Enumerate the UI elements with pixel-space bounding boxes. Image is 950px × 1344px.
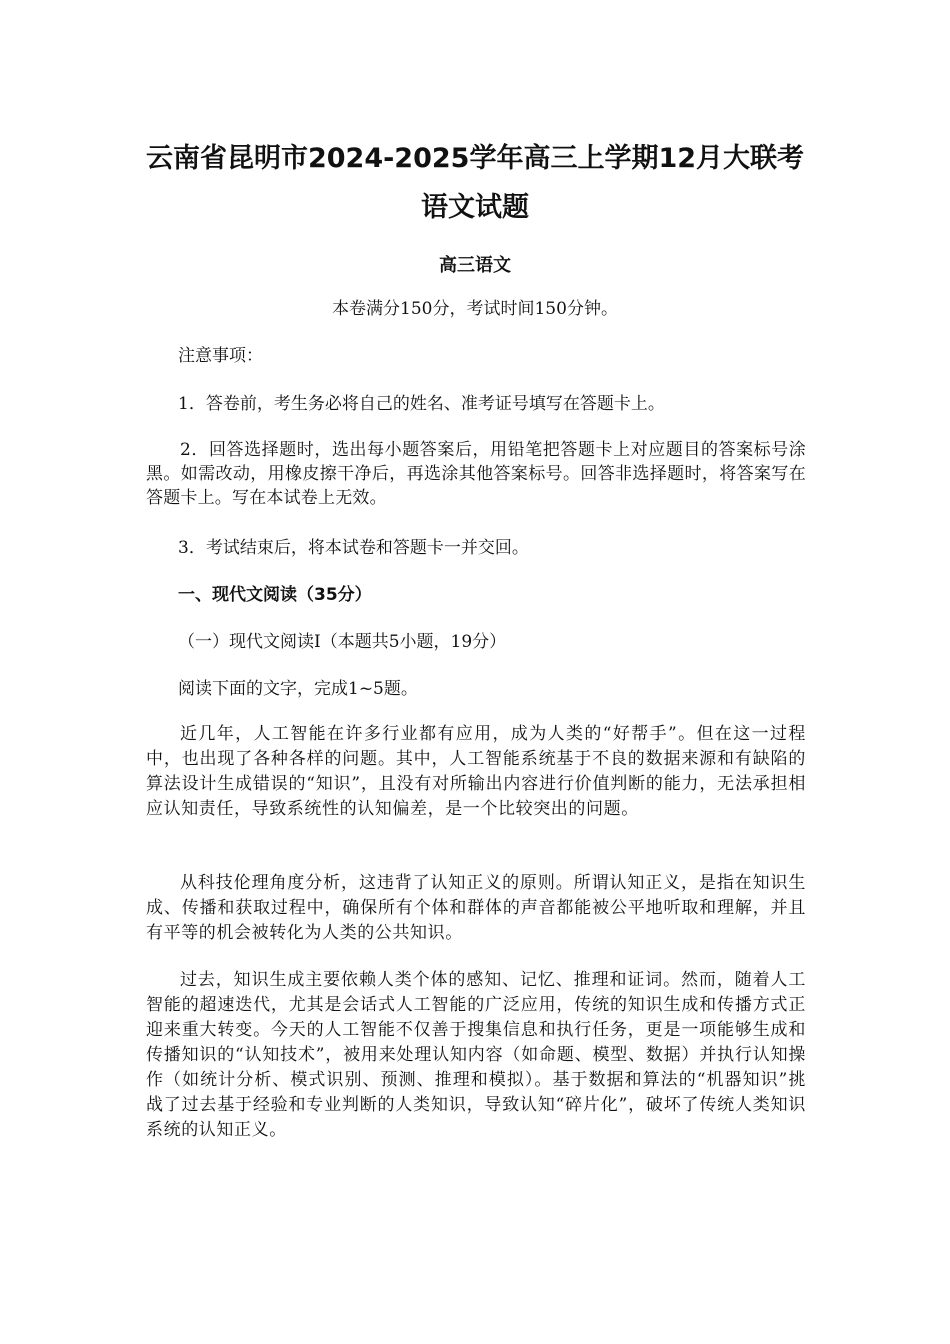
notice-item-1: 1．答卷前，考生务必将自己的姓名、准考证号填写在答题卡上。 — [178, 394, 665, 414]
document-title: 云南省昆明市2024-2025学年高三上学期12月大联考 — [145, 143, 805, 174]
passage-paragraph-2: 从科技伦理角度分析，这违背了认知正义的原则。所谓认知正义，是指在知识生成、传播和获取过程中，确保所有个体和群体的声音都能被公平地听取和理解，并且有平等的机会被转化为人类的公共知识。 — [146, 873, 806, 943]
document-title-line2: 语文试题 — [421, 192, 529, 223]
notice-heading: 注意事项： — [178, 346, 263, 366]
notice-item-2: 2．回答选择题时，选出每小题答案后，用铅笔把答题卡上对应题目的答案标号涂黑。如需改动，用橡皮擦干净后，再选涂其他答案标号。回答非选择题时，将答案写在答题卡上。写在本试卷上无效。 — [146, 440, 806, 508]
exam-info: 本卷满分150分，考试时间150分钟。 — [332, 299, 618, 319]
reading-instruction: 阅读下面的文字，完成1~5题。 — [178, 679, 418, 699]
passage-paragraph-1: 近几年，人工智能在许多行业都有应用，成为人类的“好帮手”。但在这一过程中，也出现了各种各样的问题。其中，人工智能系统基于不良的数据来源和有缺陷的算法设计生成错误的“知识”，且没有对所输出内容进行价值判断的能力，无法承担相应认知责任，导致系统性的认知偏差，是一个比较突出的问题。 — [146, 724, 806, 819]
subject-heading: 高三语文 — [439, 255, 511, 276]
section-heading: 一、现代文阅读（35分） — [178, 585, 372, 605]
notice-item-3: 3．考试结束后，将本试卷和答题卡一并交回。 — [178, 538, 529, 558]
subsection-heading: （一）现代文阅读Ⅰ（本题共5小题，19分） — [178, 632, 507, 652]
passage-paragraph-3: 过去，知识生成主要依赖人类个体的感知、记忆、推理和证词。然而，随着人工智能的超速迭代，尤其是会话式人工智能的广泛应用，传统的知识生成和传播方式正迎来重大转变。今天的人工智能不仅善于搜集信息和执行任务，更是一项能够生成和传播知识的“认知技术”，被用来处理认知内容（如命题、模型、数据）并执行认知操作（如统计分析、模式识别、预测、推理和模拟）。基于数据和算法的“机器知识”挑战了过去基于经验和专业判断的人类知识，导致认知“碎片化”，破坏了传统人类知识系统的认知正义。 — [146, 970, 806, 1140]
